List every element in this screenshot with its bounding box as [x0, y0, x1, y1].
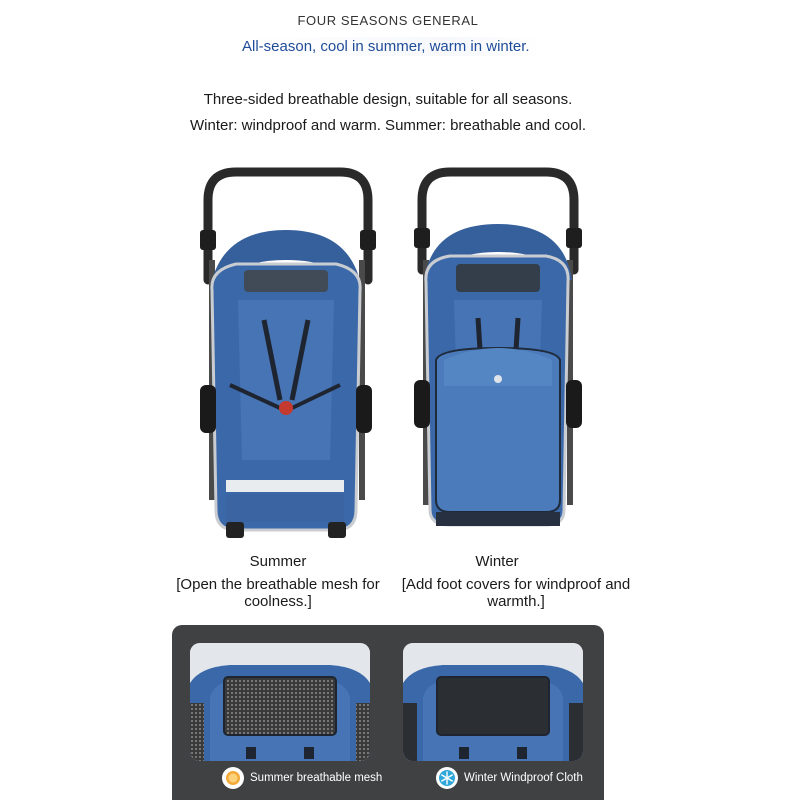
snowflake-icon [436, 767, 458, 789]
winter-cloth-label [436, 766, 583, 790]
summer-caption-title: Summer [249, 553, 307, 570]
sun-icon [222, 767, 244, 789]
winter-caption-title: Winter [475, 553, 519, 570]
summer-caption-subtitle: [Open the breathable mesh for coolness.] [176, 576, 380, 610]
summer-stroller-image [190, 160, 380, 540]
description-line-1: Three-sided breathable design, suitable for all seasons. [203, 91, 573, 108]
summer-mesh-label [222, 766, 382, 790]
winter-caption-subtitle: [Add foot covers for windproof and warmth.] [401, 576, 631, 610]
section-kicker: FOUR SEASONS GENERAL [297, 13, 479, 28]
description-line-2: Winter: windproof and warm. Summer: breathable and cool. [189, 117, 587, 134]
summer-mesh-thumbnail [190, 643, 370, 761]
winter-cloth-thumbnail [403, 643, 583, 761]
summer-mesh-label-text: Summer breathable mesh [250, 772, 383, 784]
detail-panel [172, 625, 604, 800]
winter-cloth-label-text: Winter Windproof Cloth [464, 772, 583, 784]
headline: All-season, cool in summer, warm in winter. [242, 37, 542, 56]
winter-stroller-image [410, 160, 585, 540]
